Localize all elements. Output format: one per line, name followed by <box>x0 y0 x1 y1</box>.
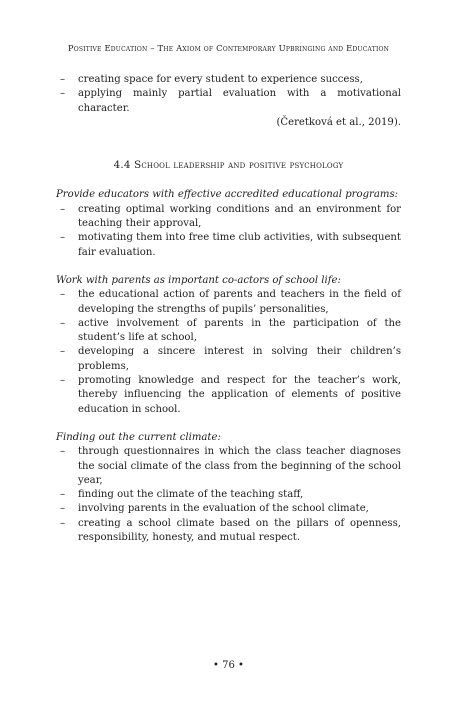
educators-block <box>56 188 401 259</box>
educators-list <box>56 203 401 260</box>
list-item: – creating optimal working conditions and an environment for teaching their approval, <box>60 203 401 232</box>
list-item: – active involvement of parents in the participation of the student’s life at school, <box>60 317 401 346</box>
list-item: – promoting knowledge and respect for the teacher’s work, thereby influencing the application of elements of positive education in school. <box>60 374 401 417</box>
block-lead: Work with parents as important co-actors of school life: <box>56 274 341 286</box>
climate-block <box>56 431 401 545</box>
citation: (Čeretková et al., 2019). <box>276 116 401 128</box>
list-item: – finding out the climate of the teaching staff, <box>60 488 401 502</box>
list-item: – the educational action of parents and teachers in the field of developing the strengths of pupils’ personalities, <box>60 288 401 317</box>
list-item: – creating a school climate based on the pillars of openness, responsibility, honesty, and mutual respect. <box>60 517 401 546</box>
block-lead: Provide educators with effective accredited educational programs: <box>56 189 399 201</box>
list-item: – involving parents in the evaluation of the school climate, <box>60 502 401 516</box>
running-header: Positive Education – The Axiom of Contemporary Upbringing and Education <box>67 43 390 53</box>
list-item: – creating space for every student to experience success, <box>60 73 401 87</box>
list-item: – developing a sincere interest in solving their children’s problems, <box>60 345 401 374</box>
climate-list <box>56 445 401 545</box>
page-number: • 76 • <box>213 660 244 671</box>
parents-list <box>56 288 401 417</box>
list-item: – applying mainly partial evaluation with a motivational character. <box>60 87 401 116</box>
block-lead: Finding out the current climate: <box>56 431 221 443</box>
list-item: – through questionnaires in which the class teacher diagnoses the social climate of the class from the beginning of the school year, <box>60 445 401 488</box>
parents-block <box>56 274 401 417</box>
intro-bullet-list <box>56 73 401 116</box>
list-item: – motivating them into free time club activities, with subsequent fair evaluation. <box>60 231 401 260</box>
section-heading: 4.4 School leadership and positive psychology <box>113 159 344 172</box>
page-body <box>56 73 401 545</box>
